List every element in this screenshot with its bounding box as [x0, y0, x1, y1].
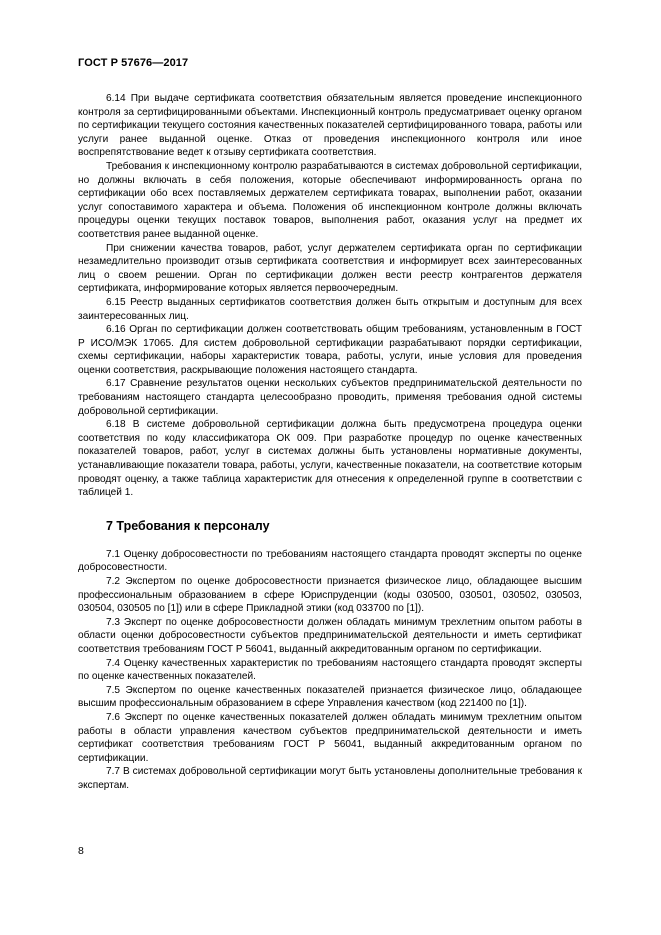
- paragraph-7-5: 7.5 Экспертом по оценке качественных показателей признается физическое лицо, обладающее высшим профессиональным образованием в сфере Управления качеством (код 221400 по [1]).: [78, 684, 582, 710]
- paragraph-inspection-requirements: Требования к инспекционному контролю разрабатываются в системах добровольной сертификации, но должны включать в себя положения, которые обеспечивают информированность органа по сертификации обо всех поставляемых держателем сертификата товарах, выполнении работ, оказании услуг сопоставимого характера и объема. Положения об инспекционном контроле должны включать процедуры оценки текущих поставок товаров, выполнения работ, оказания услуг на предмет их соответствия ранее выданной оценке.: [78, 160, 582, 240]
- document-code-header: ГОСТ Р 57676—2017: [78, 57, 189, 69]
- paragraph-7-7: 7.7 В системах добровольной сертификации могут быть установлены дополнительные требования к экспертам.: [78, 766, 582, 791]
- section-7-title: 7 Требования к персоналу: [106, 518, 270, 533]
- paragraph-6-16: 6.16 Орган по сертификации должен соответствовать общим требованиям, установленным в ГОСТ Р ИСО/МЭК 17065. Для систем добровольной сертификации разрабатывают порядки сертификации, схемы сертификации, наборы характеристик товара, работы, услуги, иные условия для проведения оценки соответствия, раскрывающие положения настоящего стандарта.: [78, 324, 582, 376]
- paragraph-6-18: 6.18 В системе добровольной сертификации должна быть предусмотрена процедура оценки соответствия по коду классификатора ОК 009. При разработке процедур по оценке качественных показателей товаров, работ, услуг в системах должны быть установлены нормативные документы, устанавливающие показатели товара, работы, услуги, качественные показатели, на соответствие которым проводят оценку, а также таблица характеристик для отнесения к определенной группе в соответствии с таблицей 1.: [78, 419, 582, 499]
- paragraph-7-1: 7.1 Оценку добросовестности по требованиям настоящего стандарта проводят эксперты по оценке добросовестности.: [78, 548, 582, 574]
- paragraph-quality-decrease: При снижении качества товаров, работ, услуг держателем сертификата орган по сертификации незамедлительно производит отзыв сертификата соответствия и информирует всех заинтересованных лиц о своем решении. Орган по сертификации должен вести реестр контрагентов держателя сертификата, информирование которых является первоочередным.: [78, 242, 582, 295]
- paragraph-7-3: 7.3 Эксперт по оценке добросовестности должен обладать минимум трехлетним опытом работы в области оценки добросовестности субъектов предпринимательской деятельности и иметь сертификат соответствия требованиям ГОСТ Р 56041, выданный аккредитованным органом по сертификации.: [78, 616, 582, 655]
- page-number: 8: [78, 845, 84, 857]
- paragraph-7-4: 7.4 Оценку качественных характеристик по требованиям настоящего стандарта проводят эксперты по оценке качественных показателей.: [78, 657, 582, 683]
- paragraph-6-15: 6.15 Реестр выданных сертификатов соответствия должен быть открытым и доступным для всех заинтересованных лиц.: [78, 296, 582, 322]
- paragraph-7-6: 7.6 Эксперт по оценке качественных показателей должен обладать минимум трехлетним опытом работы в области управления качеством субъектов предпринимательской деятельности и иметь сертификат соответствия требованиям ГОСТ Р 56041, выданный аккредитованным органом по сертификации.: [78, 711, 582, 764]
- paragraph-7-2: 7.2 Экспертом по оценке добросовестности признается физическое лицо, обладающее высшим профессиональным образованием в сфере Юриспруденции (коды 030500, 030501, 030502, 030503, 030504, 030505 по [1]) или в сфере Прикладной этики (код 033700 по [1]).: [78, 576, 582, 615]
- paragraph-6-14: 6.14 При выдаче сертификата соответствия обязательным является проведение инспекционного контроля за сертифицированными объектами. Инспекционный контроль предусматривает оценку органом по сертификации текущего состояния качественных показателей сертифицированного товара, работы или услуги ранее выданной оценке. Отказ от проведения инспекционного контроля или иное воспрепятствование ведет к отзыву сертификата соответствия.: [78, 93, 582, 159]
- page-content: [78, 92, 582, 793]
- paragraph-6-17: 6.17 Сравнение результатов оценки нескольких субъектов предпринимательской деятельности по требованиям настоящего стандарта целесообразно проводить, применяя требования одной системы добровольной сертификации.: [78, 378, 582, 417]
